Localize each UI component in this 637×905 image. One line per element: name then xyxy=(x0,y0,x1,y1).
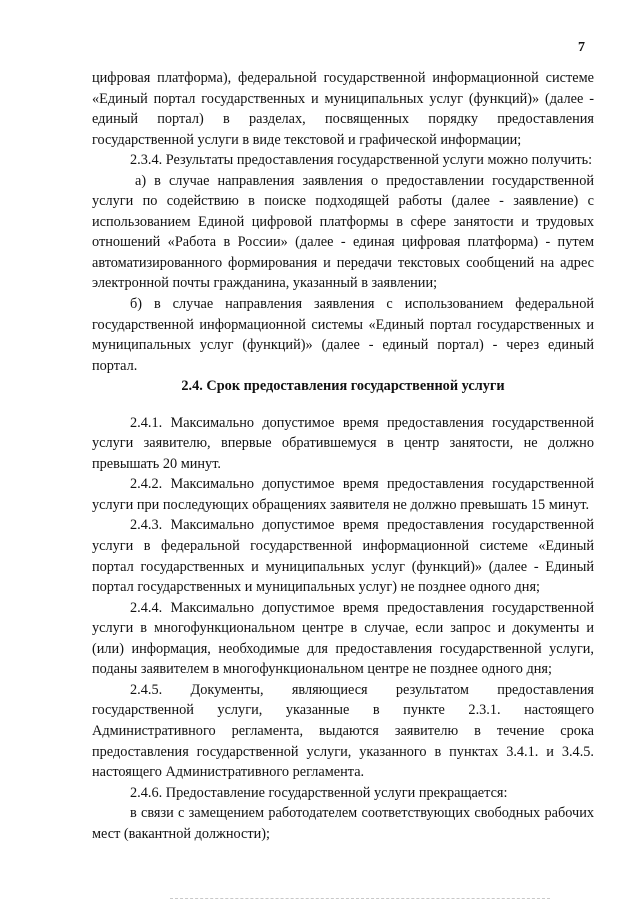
scan-edge-line xyxy=(170,898,550,899)
page-number: 7 xyxy=(578,40,585,55)
paragraph-2-4-2: 2.4.2. Максимально допустимое время предоставления государственной услуги при последующих обращениях заявителя не должно превышать 15 минут. xyxy=(92,476,594,513)
section-heading: 2.4. Срок предоставления государственной услуги xyxy=(181,378,505,395)
paragraph-2-4-1: 2.4.1. Максимально допустимое время предоставления государственной услуги заявителю, впервые обратившемуся в центр занятости, не должно превышать 20 минут. xyxy=(92,414,594,472)
paragraph-2-4-4: 2.4.4. Максимально допустимое время предоставления государственной услуги в многофункциональном центре в случае, если запрос и документы и (или) информация, необходимые для предоставления государственной услуги, поданы заявителем в многофункциональном центре не позднее одного дня; xyxy=(92,599,594,678)
paragraph-2-4-6-item: в связи с замещением работодателем соответствующих свободных рабочих мест (вакантной должности); xyxy=(92,805,594,842)
paragraph-item-a: а) в случае направления заявления о предоставлении государственной услуги по содействию в поиске подходящей работы (далее - заявление) с использованием Единой цифровой платформы в сфере занятости и трудовых отношений «Работа в России» (далее - единая цифровая платформа) - путем автоматизированного формирования и передачи текстовых сообщений на адрес электронной почты гражданина, указанный в заявлении; xyxy=(92,172,594,292)
paragraph-2-4-3: 2.4.3. Максимально допустимое время предоставления государственной услуги в федеральной государственной информационной системе «Единый портал государственных и муниципальных услуг (функций)» (далее - Единый портал государственных и муниципальных услуг) не позднее одного дня; xyxy=(92,517,594,596)
paragraph-2-4-5: 2.4.5. Документы, являющиеся результатом предоставления государственной услуги, указанные в пункте 2.3.1. настоящего Административного регламента, выдаются заявителю в течение срока предоставления государственной услуги, указанного в пунктах 3.4.1. и 3.4.5. настоящего Административного регламента. xyxy=(92,681,594,781)
paragraph-2-4-6: 2.4.6. Предоставление государственной услуги прекращается: xyxy=(130,784,508,801)
paragraph-2-3-4: 2.3.4. Результаты предоставления государственной услуги можно получить: xyxy=(130,152,593,169)
page-body xyxy=(92,68,594,844)
paragraph-item-b: б) в случае направления заявления с использованием федеральной государственной информационной системы «Единый портал государственных и муниципальных услуг (функций)» (далее - единый портал) - через единый портал. xyxy=(92,296,594,374)
paragraph-continuation: цифровая платформа), федеральной государственной информационной системе «Единый портал государственных и муниципальных услуг (функций)» (далее - единый портал) в разделах, посвященных порядку предоставления государственной услуги в виде текстовой и графической информации; xyxy=(92,70,594,148)
